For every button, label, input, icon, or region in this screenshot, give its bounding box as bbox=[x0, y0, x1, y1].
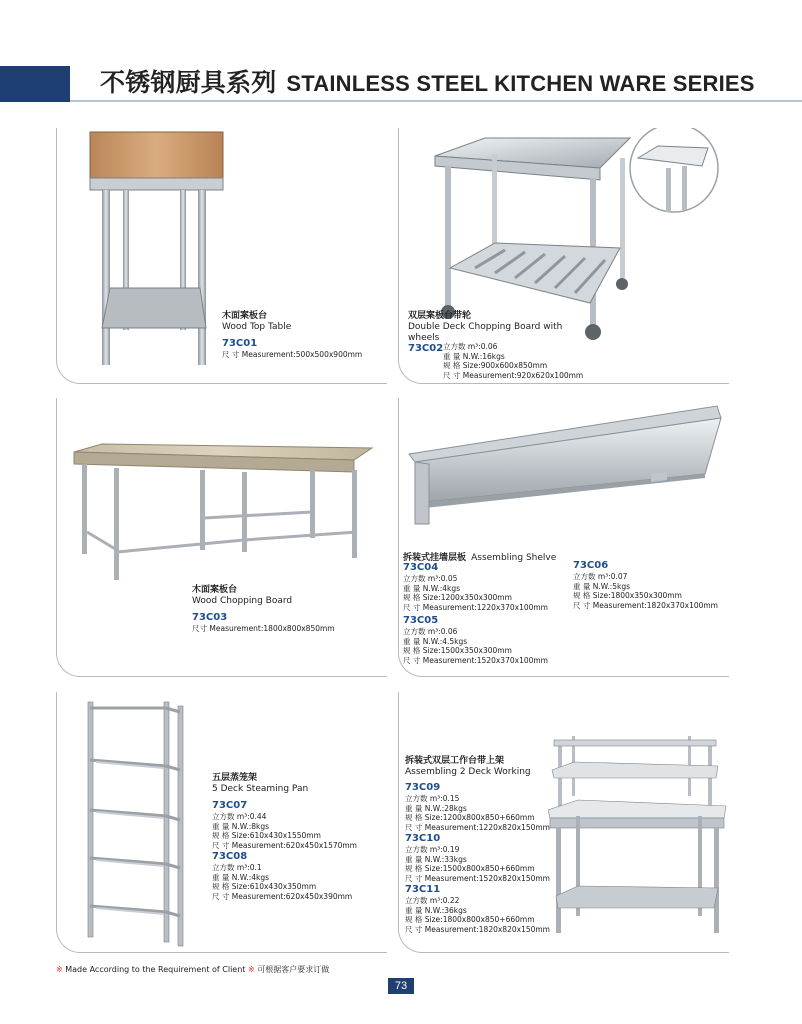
product-code: 73C06 bbox=[573, 560, 609, 571]
footnote-mark-2: ※ bbox=[247, 965, 255, 974]
product-code: 73C02 bbox=[408, 343, 444, 354]
product-name-en: Double Deck Chopping Board with wheels bbox=[408, 322, 563, 343]
spec-measurement: 尺 寸 Measurement:1520x820x150mm bbox=[405, 873, 550, 883]
spec-volume: 立方数 m³:0.22 bbox=[405, 896, 460, 905]
spec-measurement: 尺 寸 Measurement:620x450x1570mm bbox=[212, 840, 357, 850]
variant-73c06 bbox=[573, 559, 718, 610]
product-code: 73C07 bbox=[212, 800, 248, 811]
product-code: 73C11 bbox=[405, 884, 441, 895]
variant-73c11 bbox=[405, 883, 550, 934]
product-code: 73C03 bbox=[192, 612, 228, 623]
variant-73c09 bbox=[405, 781, 550, 832]
product-image-working-table bbox=[548, 736, 728, 936]
spec-weight: 重 量 N.W.:33kgs bbox=[405, 854, 467, 864]
product-info-steaming-pan bbox=[212, 772, 357, 901]
spec-volume: 立方数 m³:0.05 bbox=[403, 574, 458, 583]
product-code: 73C05 bbox=[403, 615, 439, 626]
product-name-en: 5 Deck Steaming Pan bbox=[212, 784, 309, 794]
spec-size: 规 格 Size:900x600x850mm bbox=[443, 361, 548, 370]
header-accent-bar bbox=[0, 66, 70, 102]
product-name-en: Assembling 2 Deck Working bbox=[405, 767, 531, 777]
product-name-cn: 木面案板台 bbox=[192, 585, 238, 595]
spec-measurement: 尺 寸 Measurement:1220x370x100mm bbox=[403, 602, 548, 612]
header-rule bbox=[70, 100, 802, 102]
footnote-mark: ※ bbox=[56, 965, 63, 974]
spec-weight: 重 量 N.W.:8kgs bbox=[212, 821, 270, 831]
variant-73c04 bbox=[403, 561, 548, 612]
spec-size: 规 格 Size:610x430x350mm bbox=[212, 882, 317, 891]
product-specs-73c02 bbox=[443, 342, 583, 380]
product-code: 73C09 bbox=[405, 782, 441, 793]
product-name-cn: 拆装式挂墙层板 bbox=[403, 553, 467, 563]
spec-measurement: 尺 寸 Measurement:1220x820x150mm bbox=[405, 822, 550, 832]
product-name-en: Wood Top Table bbox=[222, 322, 292, 332]
product-info-73c02 bbox=[408, 310, 568, 344]
product-code: 73C01 bbox=[222, 338, 258, 349]
spec-size: 规 格 Size:1200x800x850+660mm bbox=[405, 813, 535, 822]
spec-weight: 重 量 N.W.:4.5kgs bbox=[403, 636, 468, 646]
spec-volume: 立方数 m³:0.44 bbox=[212, 812, 267, 821]
product-name-cn: 五层蒸笼架 bbox=[212, 773, 258, 783]
product-info-73c03 bbox=[192, 584, 335, 634]
page-title-cn: 不锈钢厨具系列 bbox=[100, 68, 277, 97]
spec-volume: 立方数 m³:0.06 bbox=[403, 627, 458, 636]
spec-weight: 重 量 N.W.:5kgs bbox=[573, 581, 631, 591]
page-number: 73 bbox=[388, 978, 414, 994]
product-name-cn: 双层案板台带轮 bbox=[408, 311, 472, 321]
spec-weight: 重 量 N.W.:4kgs bbox=[403, 583, 461, 593]
variant-73c05 bbox=[403, 614, 548, 665]
product-code: 73C08 bbox=[212, 851, 248, 862]
spec-size: 规 格 Size:1800x350x300mm bbox=[573, 591, 682, 600]
spec-volume: 立方数 m³:0.19 bbox=[405, 845, 460, 854]
product-code: 73C10 bbox=[405, 833, 441, 844]
spec-measurement: 尺 寸 Measurement:1820x820x150mm bbox=[405, 924, 550, 934]
footnote-cn: 可根据客户要求订做 bbox=[257, 965, 330, 974]
product-info-working-table bbox=[405, 755, 550, 934]
spec-volume: 立方数 m³:0.06 bbox=[443, 342, 498, 351]
spec-weight: 重 量 N.W.:4kgs bbox=[212, 872, 270, 882]
spec-size: 规 格 Size:1800x800x850+660mm bbox=[405, 915, 535, 924]
page-title-en: STAINLESS STEEL KITCHEN WARE SERIES bbox=[286, 71, 755, 96]
spec-size: 规 格 Size:1500x350x300mm bbox=[403, 646, 512, 655]
spec-measurement: 尺 寸 Measurement:920x620x100mm bbox=[443, 370, 584, 380]
product-image-steaming-rack bbox=[86, 700, 186, 950]
variant-73c08 bbox=[212, 850, 357, 901]
spec-weight: 重 量 N.W.:16kgs bbox=[443, 351, 505, 361]
product-name-en: Wood Chopping Board bbox=[192, 596, 293, 606]
product-image-wood-chopping-board bbox=[72, 440, 377, 590]
product-spec: 尺寸 Measurement:1800x800x850mm bbox=[192, 624, 335, 633]
product-image-wood-top-table bbox=[88, 128, 233, 368]
spec-weight: 重 量 N.W.:36kgs bbox=[405, 905, 467, 915]
page-title bbox=[100, 63, 755, 99]
spec-volume: 立方数 m³:0.15 bbox=[405, 794, 460, 803]
variant-73c10 bbox=[405, 832, 550, 883]
product-image-wall-shelf bbox=[405, 404, 725, 534]
spec-weight: 重 量 N.W.:28kgs bbox=[405, 803, 467, 813]
product-code: 73C04 bbox=[403, 562, 439, 573]
footnote-en: Made According to the Requirement of Client bbox=[65, 965, 246, 974]
product-info-73c01 bbox=[222, 310, 362, 360]
spec-volume: 立方数 m³:0.07 bbox=[573, 572, 628, 581]
spec-size: 规 格 Size:1200x350x300mm bbox=[403, 593, 512, 602]
variant-73c07 bbox=[212, 799, 357, 850]
product-name-cn: 木面案板台 bbox=[222, 311, 268, 321]
product-spec: 尺 寸 Measurement:500x500x900mm bbox=[222, 350, 363, 359]
product-name-cn: 拆装式双层工作台带上架 bbox=[405, 756, 505, 766]
spec-volume: 立方数 m³:0.1 bbox=[212, 863, 262, 872]
spec-size: 规 格 Size:1500x800x850+660mm bbox=[405, 864, 535, 873]
spec-size: 规 格 Size:610x430x1550mm bbox=[212, 831, 321, 840]
footnote bbox=[56, 964, 329, 975]
spec-measurement: 尺 寸 Measurement:620x450x390mm bbox=[212, 891, 353, 901]
product-name-en: Assembling Shelve bbox=[471, 553, 557, 563]
spec-measurement: 尺 寸 Measurement:1520x370x100mm bbox=[403, 655, 548, 665]
spec-measurement: 尺 寸 Measurement:1820x370x100mm bbox=[573, 600, 718, 610]
